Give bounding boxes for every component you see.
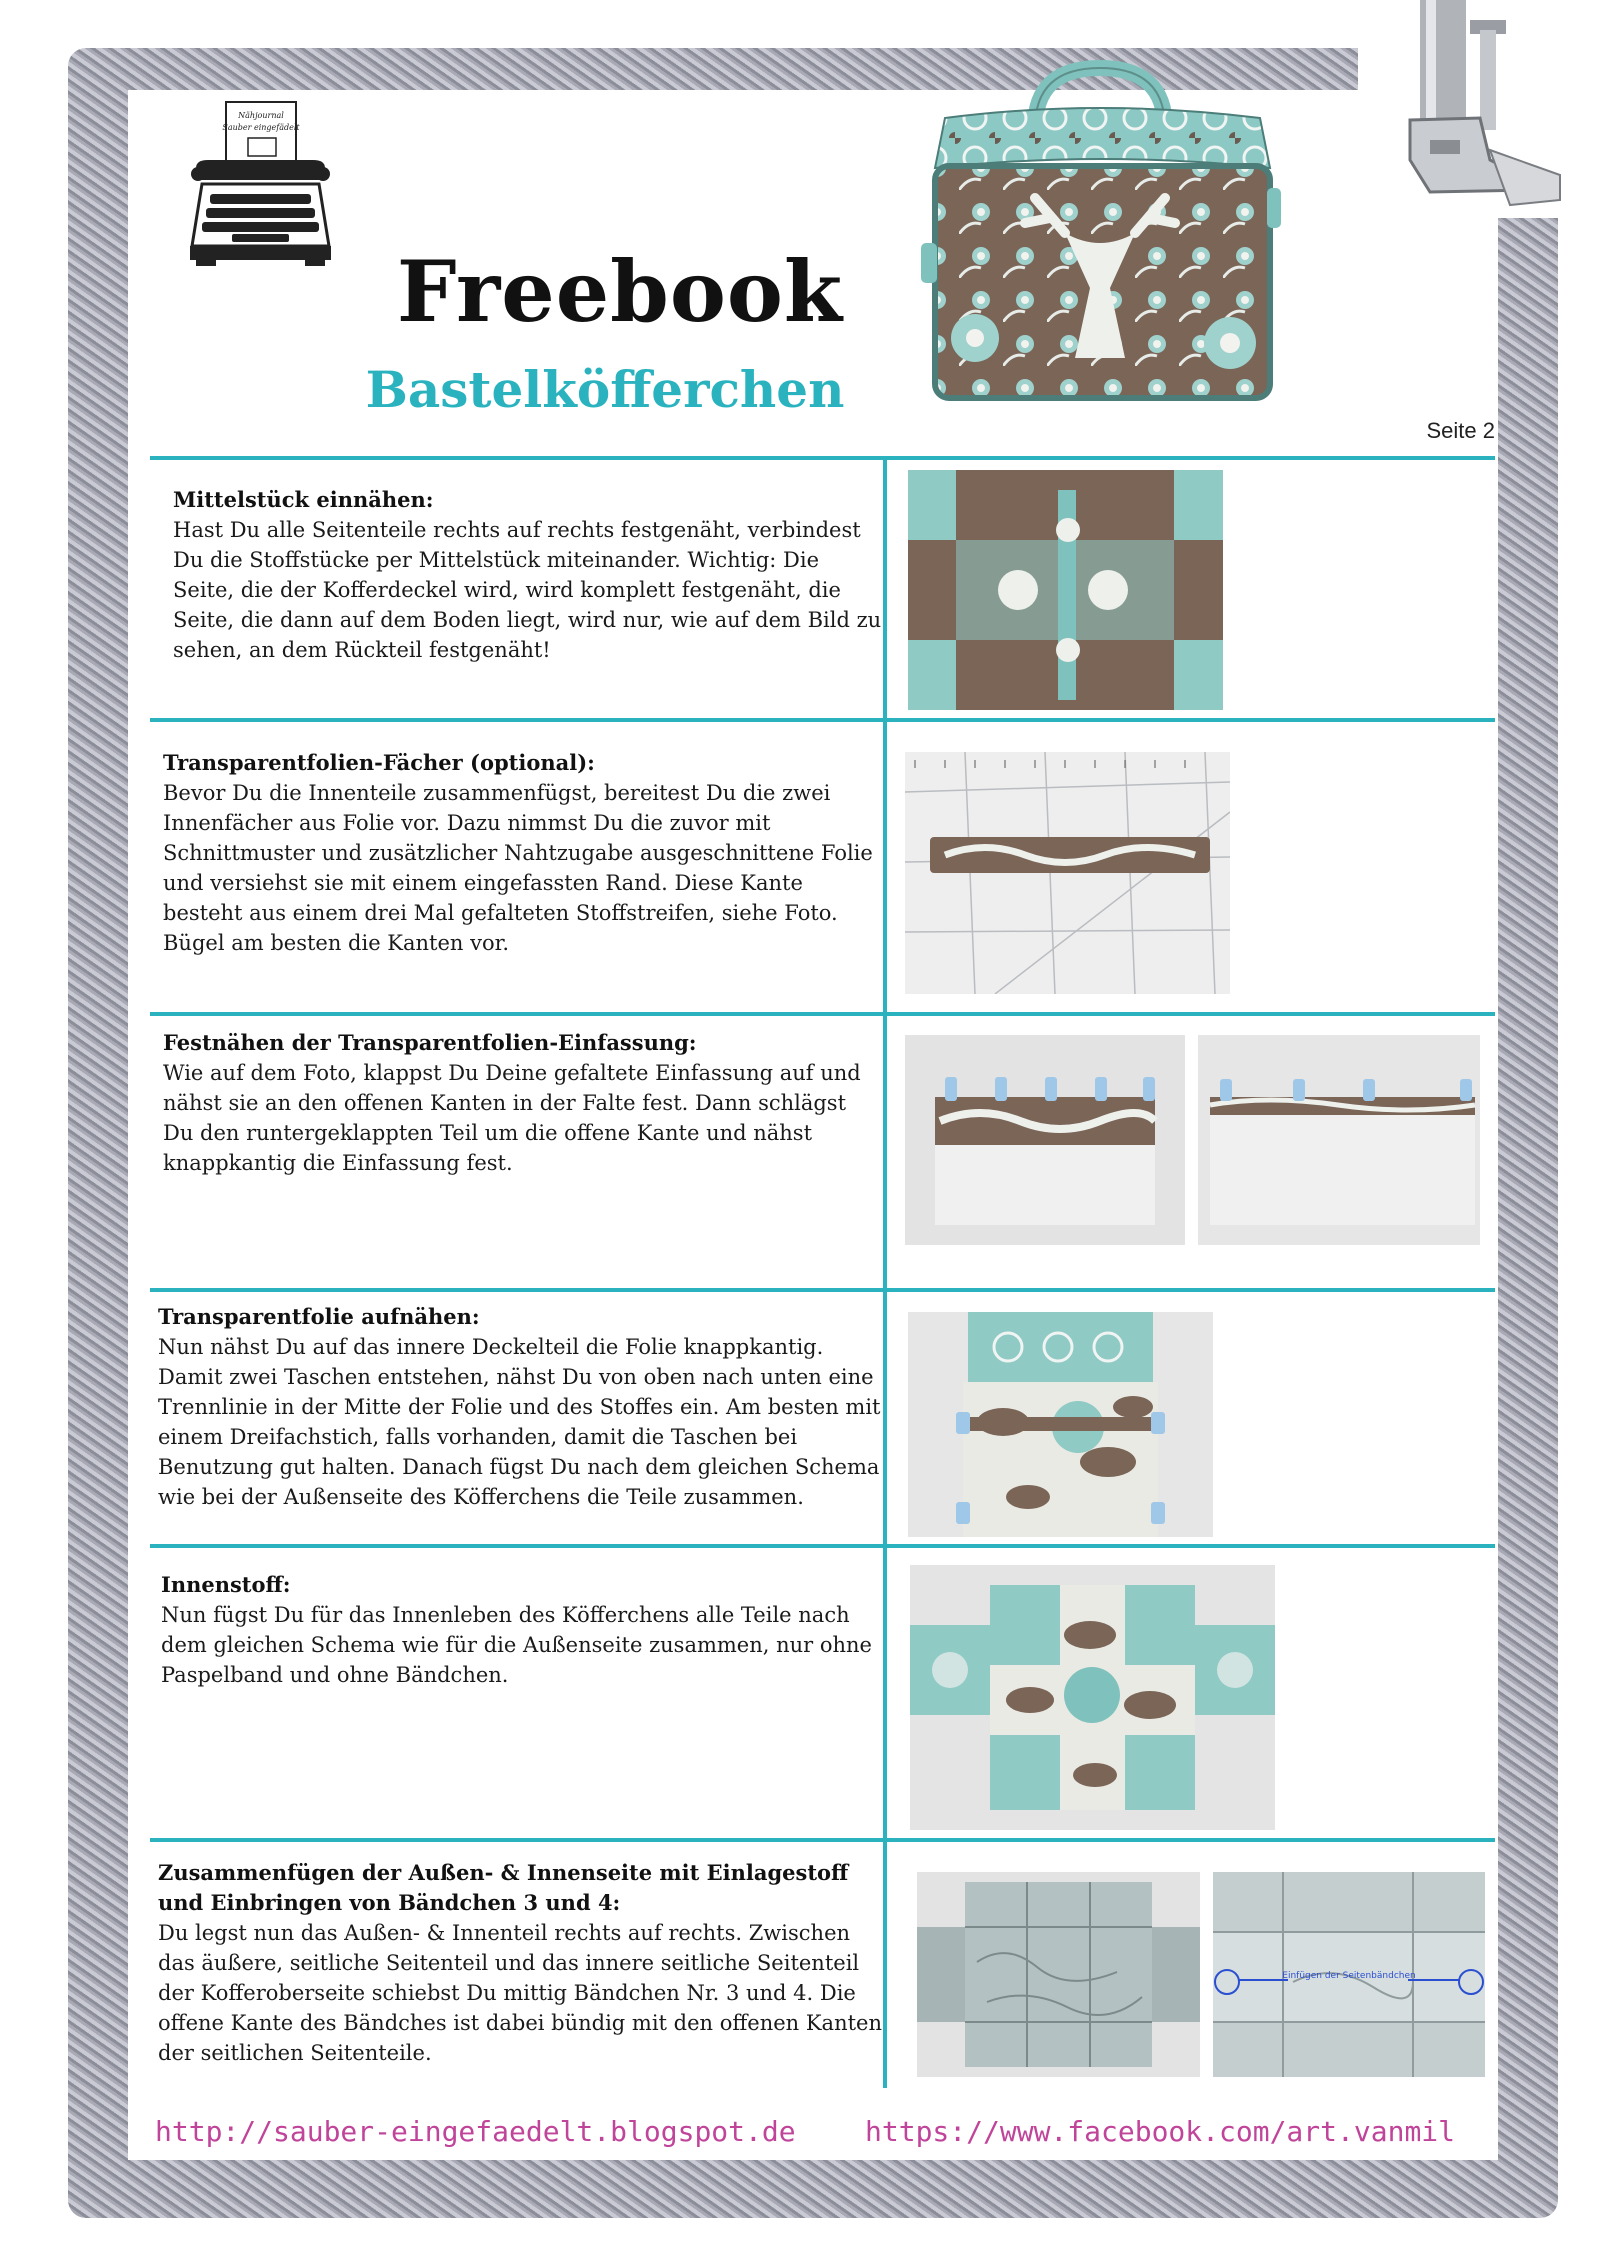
section-heading: Festnähen der Transparentfolien-Einfassung: (163, 1030, 697, 1055)
sewing-box-photo (915, 58, 1285, 413)
section-heading: Transparentfolien-Fächer (optional): (163, 750, 595, 775)
section-transparentfolie-aufnaehen (158, 1302, 883, 1512)
page-number: Seite 2 (1426, 418, 1495, 443)
page-subtitle: Bastelköfferchen (365, 360, 845, 419)
section-body: Du legst nun das Außen- & Innenteil rechts auf rechts. Zwischen das äußere, seitliche Seitenteil und das innere seitliche Seitenteil der Kofferoberseite schiebst Du mittig Bändchen Nr. 3 und 4. Die offene Kante des Bändches ist dabei bündig mit den offenen Kanten der seitlichen Seitenteile. (158, 1921, 882, 2065)
row-divider (150, 1544, 1495, 1548)
svg-text:Nähjournal: Nähjournal (238, 111, 284, 120)
photo-einfassung-2 (1198, 1035, 1480, 1245)
section-body: Hast Du alle Seitenteile rechts auf rechts festgenäht, verbindest Du die Stoffstücke per Mittelstück miteinander. Wichtig: Die Seite, die der Kofferdeckel wird, wird komplett festgenäht, die Seite, die dann auf dem Boden liegt, wird nur, wie auf dem Bild zu sehen, an dem Rückteil festgenäht! (173, 518, 882, 662)
section-heading: Transparentfolie aufnähen: (158, 1304, 480, 1329)
section-heading: Zusammenfügen der Außen- & Innenseite mit Einlagestoff und Einbringen von Bändchen 3 und 4: (158, 1860, 849, 1915)
row-divider (150, 1288, 1495, 1292)
facebook-link[interactable]: https://www.facebook.com/art.vanmil (865, 2115, 1456, 2148)
row-divider (150, 456, 1495, 460)
section-body: Nun nähst Du auf das innere Deckelteil die Folie knappkantig. Damit zwei Taschen entstehen, nähst Du von oben nach unten eine Trennlinie in der Mitte der Folie und des Stoffes ein. Am besten mit einem Dreifachstich, falls vorhanden, damit die Taschen bei Benutzung gut halten. Danach fügst Du nach dem gleichen Schema wie bei der Außenseite des Köfferchens die Teile zusammen. (158, 1335, 881, 1509)
section-mittelstueck (173, 485, 883, 665)
section-transparentfolien-faecher (163, 748, 883, 958)
photo-annotation-label: Einfügen der Seitenbändchen (1282, 1971, 1416, 1981)
row-divider (150, 1838, 1495, 1842)
photo-mittelstueck (908, 470, 1223, 710)
svg-text:Sauber eingefädelt: Sauber eingefädelt (222, 123, 300, 132)
section-innenstoff (161, 1570, 883, 1690)
photo-folien-faecher (905, 752, 1230, 994)
section-heading: Mittelstück einnähen: (173, 487, 434, 512)
photo-einfassung-1 (905, 1035, 1185, 1245)
sewing-machine-foot-icon (1370, 0, 1570, 220)
section-heading: Innenstoff: (161, 1572, 291, 1597)
photo-folie-aufnaehen (908, 1312, 1213, 1537)
section-body: Wie auf dem Foto, klappst Du Deine gefaltete Einfassung auf und nähst sie an den offenen Kanten in der Falte fest. Dann schlägst Du den runtergeklappten Teil um die offene Kante und nähst knappkantig die Einfassung fest. (163, 1061, 861, 1175)
row-divider (150, 718, 1495, 722)
column-divider (883, 456, 887, 2088)
section-zusammenfuegen (158, 1858, 883, 2068)
section-body: Nun fügst Du für das Innenleben des Köfferchens alle Teile nach dem gleichen Schema wie für die Außenseite zusammen, nur ohne Paspelband und ohne Bändchen. (161, 1603, 872, 1687)
blog-link[interactable]: http://sauber-eingefaedelt.blogspot.de (155, 2115, 796, 2148)
photo-zusammenfuegen-1 (917, 1872, 1200, 2077)
photo-zusammenfuegen-2 (1213, 1872, 1485, 2077)
row-divider (150, 1012, 1495, 1016)
section-einfassung-festnaehen (163, 1028, 883, 1178)
photo-innenstoff (910, 1565, 1275, 1830)
section-body: Bevor Du die Innenteile zusammenfügst, bereitest Du die zwei Innenfächer aus Folie vor. Dazu nimmst Du die zuvor mit Schnittmuster und zusätzlicher Nahtzugabe ausgeschnittene Folie und versiehst sie mit einem eingefassten Rand. Diese Kante besteht aus einem drei Mal gefalteten Stoffstreifen, siehe Foto. Bügel am besten die Kanten vor. (163, 781, 873, 955)
typewriter-logo-icon (188, 96, 333, 276)
page-title: Freebook (396, 242, 844, 341)
